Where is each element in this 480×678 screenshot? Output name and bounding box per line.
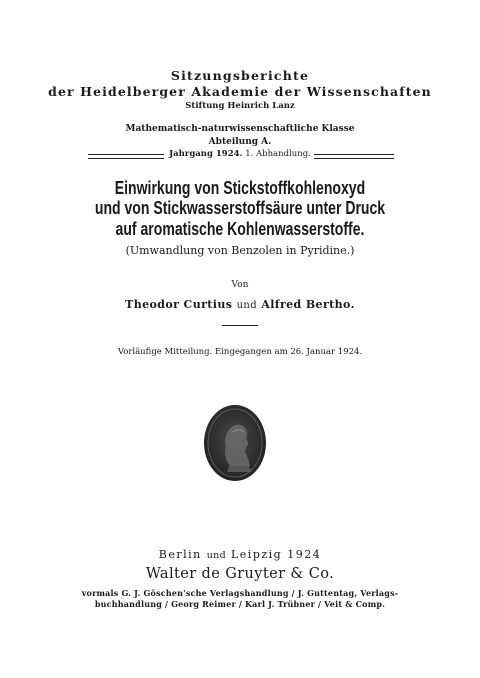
author-2: Alfred Bertho.: [261, 298, 355, 311]
city-berlin: Berlin: [158, 548, 202, 561]
submission-note: Vorläufige Mitteilung. Eingegangen am 26. Januar 1924.: [117, 347, 363, 357]
publisher-predecessors-line-2: buchhandlung / Georg Reimer / Karl J. Trübner / Veit & Comp.: [94, 599, 386, 609]
author-conjunction: und: [236, 300, 258, 311]
volume-line: [88, 149, 394, 163]
volume-year: Jahrgang 1924.: [169, 149, 243, 159]
city-leipzig-year: Leipzig 1924: [230, 548, 322, 561]
volume-info: [168, 149, 312, 159]
portrait-medallion-seal: [203, 404, 267, 482]
publisher-predecessors-line-1: vormals G. J. Göschen'sche Verlagshandlung / J. Guttentag, Verlags-: [81, 588, 399, 598]
double-rule-left: [88, 154, 164, 159]
title-line-3: auf aromatische Kohlenwasserstoffe.: [115, 219, 365, 239]
foundation-name: Stiftung Heinrich Lanz: [185, 101, 295, 111]
double-rule-right: [314, 154, 394, 159]
title-line-1: Einwirkung von Stickstoffkohlenoxyd: [114, 178, 366, 198]
series-title: Sitzungsberichte: [170, 68, 310, 83]
city-conjunction: und: [206, 550, 226, 561]
separator-rule: [222, 325, 258, 326]
subtitle: (Umwandlung von Benzolen in Pyridine.): [125, 244, 355, 257]
author-1: Theodor Curtius: [125, 298, 233, 311]
title-line-2: und von Stickwasserstoffsäure unter Druck: [94, 198, 386, 218]
place-and-year: [0, 548, 480, 561]
paper-number: 1. Abhandlung.: [245, 149, 311, 159]
author-names: [0, 298, 480, 311]
academy-division: Abteilung A.: [208, 137, 272, 147]
academy-name: der Heidelberger Akademie der Wissenschaften: [48, 84, 432, 99]
academy-class: Mathematisch-naturwissenschaftliche Klasse: [125, 124, 355, 134]
by-line: Von: [231, 280, 249, 290]
publisher-name: Walter de Gruyter & Co.: [145, 566, 335, 582]
